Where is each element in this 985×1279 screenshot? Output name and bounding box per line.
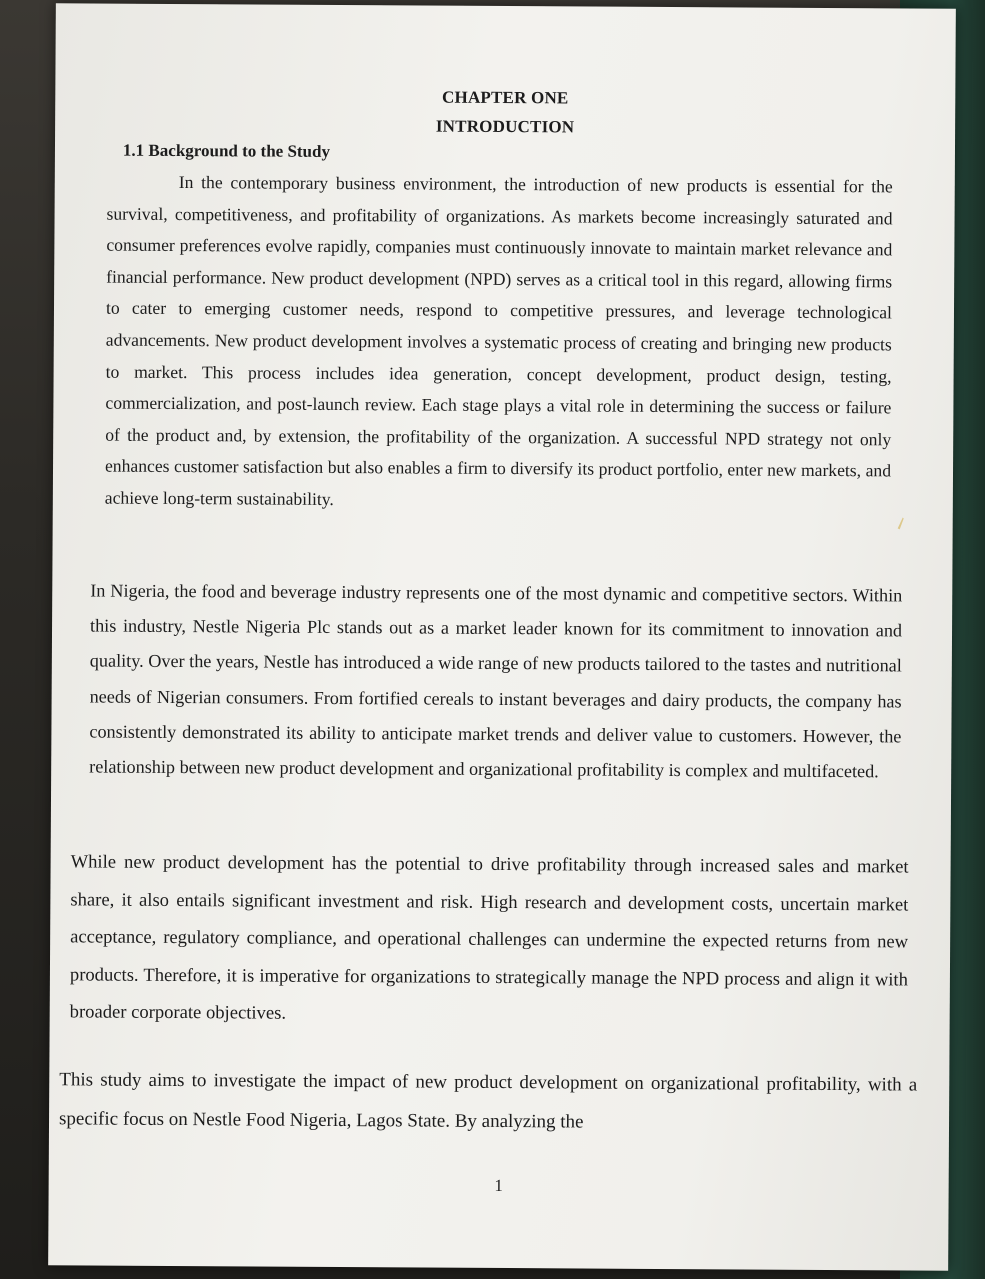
- chapter-title: CHAPTER ONE: [442, 87, 569, 108]
- pencil-mark-icon: [895, 516, 905, 530]
- paragraph-1: In the contemporary business environment, the introduction of new products is essential for the survival, competitiveness, and profitability of organizations. As markets become increasingly saturated and consumer preferences evolve rapidly, companies must continuously innovate to maintain market relevance and financial performance. New product development (NPD) serves as a critical tool in this regard, allowing firms to cater to emerging customer needs, respond to competitive pressures, and leverage technological advancements. New product development involves a systematic process of creating and bringing new products to market. This process includes idea generation, concept development, product design, testing, commercialization, and post-launch review. Each stage plays a vital role in determining the success or failure of the product and, by extension, the profitability of the organization. A successful NPD strategy not only enhances customer satisfaction but also enables a firm to diversify its product portfolio, enter new markets, and achieve long-term sustainability.: [104, 172, 893, 509]
- paragraph-4: This study aims to investigate the impact of new product development on organizational profitability, with a specific focus on Nestle Food Nigeria, Lagos State. By analyzing the: [58, 1069, 918, 1133]
- document-page: [48, 3, 956, 1270]
- page-content: [48, 3, 956, 1270]
- section-heading: 1.1 Background to the Study: [122, 140, 331, 161]
- paragraph-2: In Nigeria, the food and beverage industry represents one of the most dynamic and competitive sectors. Within this industry, Nestle Nigeria Plc stands out as a market leader known for its commitment to innovation and quality. Over the years, Nestle has introduced a wide range of new products tailored to the tastes and nutritional needs of Nigerian consumers. From fortified cereals to instant beverages and dairy products, the company has consistently demonstrated its ability to anticipate market trends and deliver value to customers. However, the relationship between new product development and organizational profitability is complex and multifaceted.: [89, 580, 903, 782]
- paragraph-3: While new product development has the potential to drive profitability through increased sales and market share, it also entails significant investment and risk. High research and development costs, uncertain market acceptance, regulatory compliance, and operational challenges can undermine the expected returns from new products. Therefore, it is imperative for organizations to strategically manage the NPD process and align it with broader corporate objectives.: [69, 851, 909, 1025]
- chapter-subtitle: INTRODUCTION: [435, 116, 575, 137]
- page-number: 1: [494, 1175, 503, 1196]
